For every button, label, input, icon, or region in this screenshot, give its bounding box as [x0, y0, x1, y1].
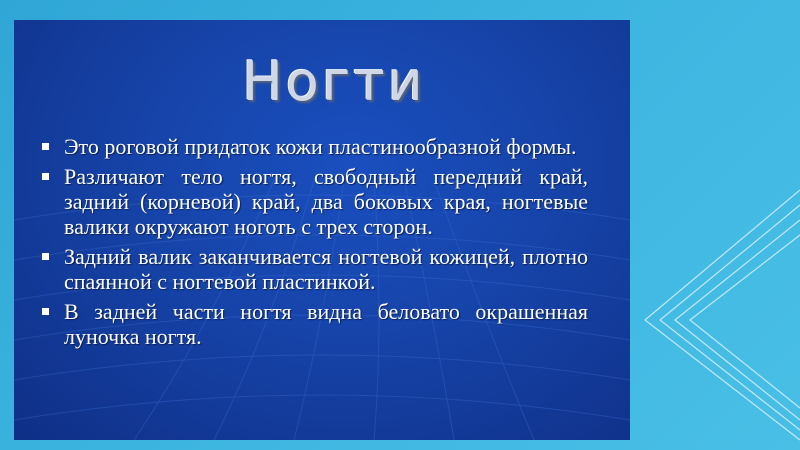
square-bullet-icon	[42, 173, 49, 180]
square-bullet-icon	[42, 253, 49, 260]
slide-panel	[14, 20, 630, 440]
square-bullet-icon	[42, 308, 49, 315]
square-bullet-icon	[42, 143, 49, 150]
bullet-text: Это роговой придаток кожи пластинообразной формы.	[64, 134, 577, 159]
slide-title: Ногти	[242, 50, 426, 113]
bullet-item	[38, 244, 588, 294]
bullet-item	[38, 134, 588, 159]
bullet-item	[38, 164, 588, 239]
bullet-text: Различают тело ногтя, свободный передний край, задний (корневой) край, два боковых края, ногтевые валики окружают ноготь с трех сторон.	[64, 164, 588, 239]
bullet-item	[38, 299, 588, 349]
bullet-text: Задний валик заканчивается ногтевой кожицей, плотно спаянной с ногтевой пластинкой.	[64, 244, 588, 294]
bullet-list	[38, 134, 588, 354]
bullet-text: В задней части ногтя видна беловато окрашенная луночка ногтя.	[64, 299, 588, 349]
